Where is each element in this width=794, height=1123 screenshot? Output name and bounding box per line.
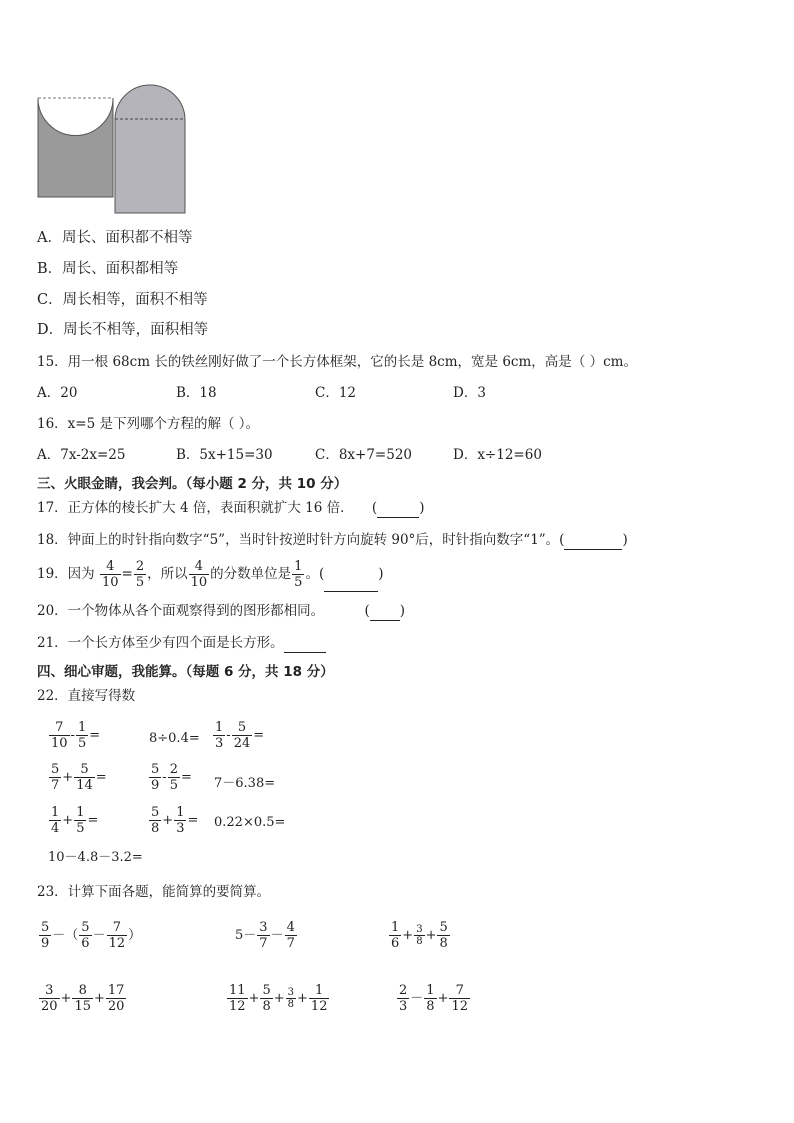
q14-option-b: B．周长、面积都相等 bbox=[37, 261, 179, 277]
q23-expr-2: 5－ $\frac{3}{7}$ － $\frac{4}{7}$ bbox=[235, 920, 295, 951]
q22-expr-7: $\frac{1}{4}$ + $\frac{1}{5}$ = bbox=[51, 805, 99, 836]
q15-option-b: B．18 bbox=[176, 385, 217, 401]
q23-expr-5: $\frac{11}{12}$ + $\frac{5}{8}$ + $\frac{3}{8}$ + $\frac{1}{12}$ bbox=[229, 983, 328, 1014]
q23-title: 23．计算下面各题，能简算的要简算。 bbox=[37, 884, 271, 900]
q19-fraction-4: $\frac{1}{5}$ bbox=[294, 559, 303, 590]
q18-text: 18．钟面上的时针指向数字“5”，当时针按逆时针方向旋转 90°后，时针指向数字“1”。( bbox=[37, 532, 565, 548]
q19-fraction-2: $\frac{2}{5}$ bbox=[135, 559, 145, 590]
q22-expr-3: $\frac{1}{3}$ - $\frac{5}{24}$ = bbox=[215, 720, 265, 751]
q15-stem: 15．用一根 68cm 长的铁丝刚好做了一个长方体框架，它的长是 8cm，宽是 6cm，高是（ ）cm。 bbox=[37, 354, 637, 370]
q14-option-a: A．周长、面积都不相等 bbox=[37, 230, 193, 246]
q19: 19．因为 $\frac{4}{10}$ = $\frac{2}{5}$ ，所以 $\frac{4}{10}$ 的分数单位是 $\frac{1}{5}$ 。( ) bbox=[37, 559, 384, 590]
q22-expr-9: 0.22×0.5= bbox=[214, 815, 286, 830]
q18: 18．钟面上的时针指向数字“5”，当时针按逆时针方向旋转 90°后，时针指向数字“1”。( ) bbox=[37, 532, 628, 548]
q22-expr-1: $\frac{7}{10}$ - $\frac{1}{5}$ = bbox=[51, 720, 101, 751]
q18-answer-blank[interactable] bbox=[564, 535, 622, 550]
q23-expr-3: $\frac{1}{6}$ + $\frac{3}{8}$ + $\frac{5}{8}$ bbox=[391, 920, 448, 951]
q17-answer-blank[interactable] bbox=[377, 503, 419, 518]
q16-option-c: C．8x+7=520 bbox=[315, 447, 413, 463]
left-shape bbox=[38, 98, 113, 197]
q22-title: 22．直接写得数 bbox=[37, 688, 136, 704]
q22-expr-8: $\frac{5}{8}$ + $\frac{1}{3}$ = bbox=[151, 805, 199, 836]
section-4-heading: 四、细心审题，我能算。（每题 6 分，共 18 分） bbox=[37, 664, 334, 680]
q21 bbox=[37, 633, 326, 653]
q23-expr-4: $\frac{3}{20}$ + $\frac{8}{15}$ + $\frac{17}{20}$ bbox=[41, 983, 125, 1014]
q19-fraction-3: $\frac{4}{10}$ bbox=[190, 559, 208, 590]
section-3-heading: 三、火眼金睛，我会判。（每小题 2 分，共 10 分） bbox=[37, 476, 348, 492]
q17: 17．正方体的棱长扩大 4 倍，表面积就扩大 16 倍． ( ) bbox=[37, 500, 425, 516]
q19-answer-blank[interactable] bbox=[324, 577, 378, 592]
q23-expr-1: $\frac{5}{9}$ －（ $\frac{5}{6}$ － $\frac{7}{12}$ ） bbox=[41, 920, 142, 951]
q15-option-a: A．20 bbox=[37, 385, 78, 401]
q15-option-d: D．3 bbox=[453, 385, 486, 401]
q22-expr-5: $\frac{5}{9}$ - $\frac{2}{5}$ = bbox=[151, 762, 192, 793]
q16-option-d: D．x÷12=60 bbox=[453, 447, 542, 463]
q15-option-c: C．12 bbox=[315, 385, 357, 401]
q16-stem: 16．x=5 是下列哪个方程的解（ ）。 bbox=[37, 416, 260, 432]
q16-option-a: A．7x-2x=25 bbox=[37, 447, 126, 463]
q21-text: 21．一个长方体至少有四个面是长方形。 bbox=[37, 635, 284, 651]
q22-expr-6: 7－6.38= bbox=[214, 776, 276, 791]
q14-option-c: C．周长相等，面积不相等 bbox=[37, 292, 208, 308]
q22-expr-2: 8÷0.4= bbox=[149, 731, 200, 746]
q17-text: 17．正方体的棱长扩大 4 倍，表面积就扩大 16 倍． bbox=[37, 500, 354, 516]
q20-answer-blank[interactable] bbox=[370, 606, 400, 621]
q16-option-b: B．5x+15=30 bbox=[176, 447, 273, 463]
q20-text: 20．一个物体从各个面观察得到的图形都相同。 bbox=[37, 603, 325, 619]
shapes-figure bbox=[36, 82, 188, 216]
q19-fraction-1: $\frac{4}{10}$ bbox=[101, 559, 119, 590]
right-shape bbox=[115, 85, 185, 213]
q23-expr-6: $\frac{2}{3}$ － $\frac{1}{8}$ + $\frac{7}{12}$ bbox=[399, 983, 469, 1014]
q21-answer-blank[interactable] bbox=[284, 638, 326, 653]
q22-expr-4: $\frac{5}{7}$ + $\frac{5}{14}$ = bbox=[51, 762, 107, 793]
q14-option-d: D．周长不相等，面积相等 bbox=[37, 322, 209, 338]
q22-expr-10: 10－4.8－3.2= bbox=[48, 850, 143, 865]
q20: 20．一个物体从各个面观察得到的图形都相同。 ( ) bbox=[37, 603, 406, 619]
